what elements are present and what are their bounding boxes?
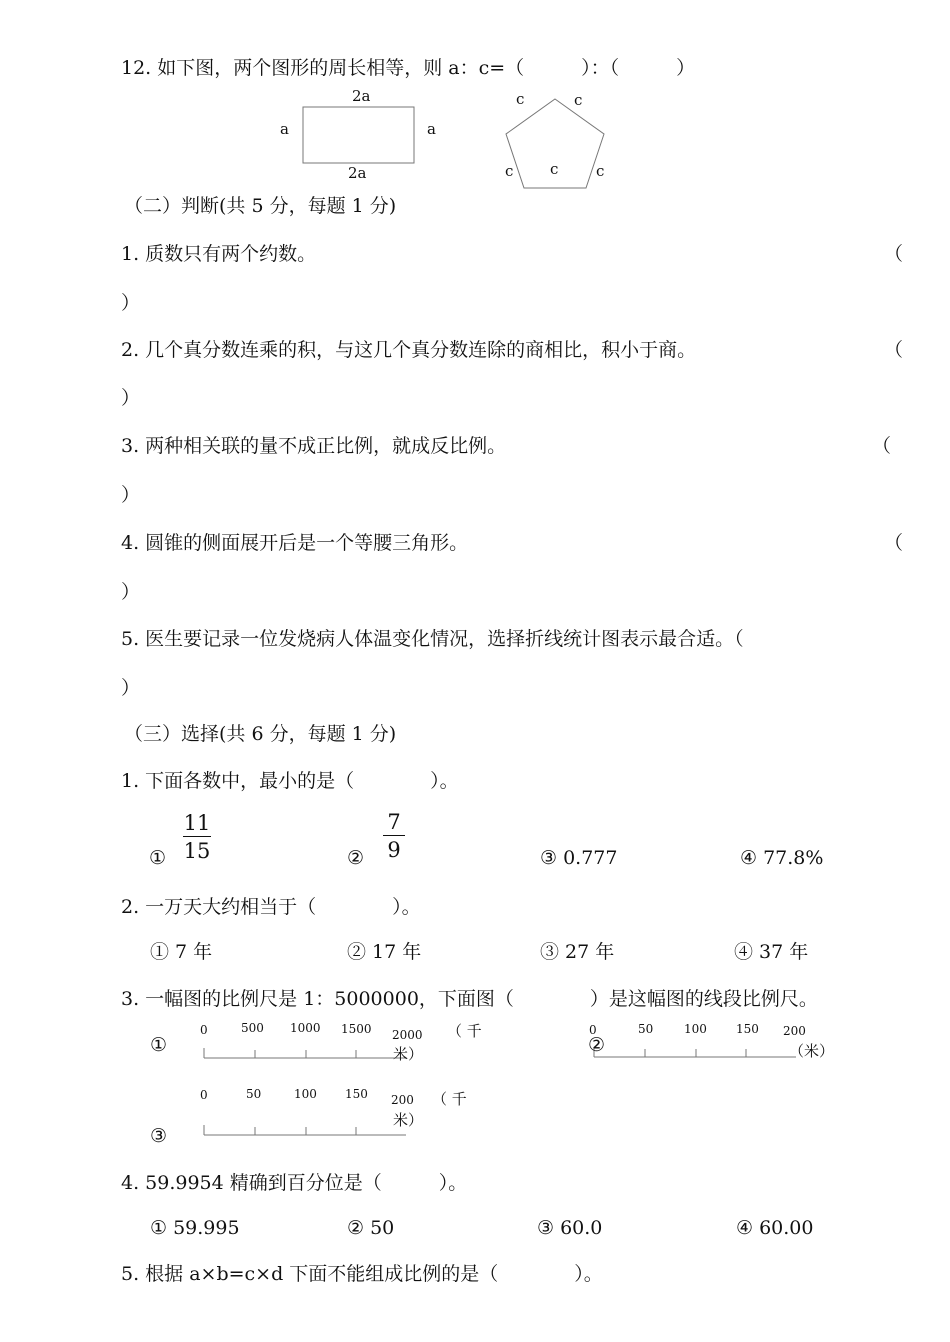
- fraction-numerator: 7: [387, 810, 401, 834]
- judge-item-close: ）: [121, 677, 141, 699]
- choice-option-mark: ①: [150, 1034, 168, 1056]
- scale-tick-label: 500: [241, 1021, 264, 1035]
- choice-heading: （三）选择(共 6 分，每题 1 分): [124, 723, 397, 745]
- scale-tick-label: 100: [684, 1022, 707, 1036]
- choice-option: ① 59.995: [150, 1217, 240, 1239]
- rect-top-label: 2a: [352, 87, 371, 105]
- scale-tick-label: 200: [391, 1093, 414, 1107]
- choice-option: ① 7 年: [150, 941, 213, 963]
- choice-option-mark: ③: [150, 1125, 168, 1147]
- scale-tick-label: 100: [294, 1087, 317, 1101]
- choice-q1-text: 1. 下面各数中，最小的是（ ）。: [121, 770, 459, 792]
- judge-item-open: （: [884, 243, 904, 265]
- q12-text: 12. 如下图，两个图形的周长相等，则 a：c=（ ）：（ ）: [121, 57, 696, 79]
- choice-q2-text: 2. 一万天大约相当于（ ）。: [121, 896, 421, 918]
- fraction-denominator: 9: [387, 838, 401, 862]
- choice-q3-text: 3. 一幅图的比例尺是 1：5000000，下面图（ ）是这幅图的线段比例尺。: [121, 988, 818, 1010]
- judge-item-text: 2. 几个真分数连乘的积，与这几个真分数连除的商相比，积小于商。: [121, 339, 697, 361]
- scale-unit: 米）: [393, 1111, 424, 1129]
- rect-left-label: a: [280, 120, 289, 138]
- scale-tick-label: 0: [200, 1088, 208, 1102]
- choice-q5-text: 5. 根据 a×b=c×d 下面不能组成比例的是（ ）。: [121, 1263, 603, 1285]
- judge-item-close: ）: [121, 292, 141, 314]
- scale-tick-label: 150: [736, 1022, 759, 1036]
- scale-unit: （米）: [789, 1042, 835, 1060]
- judge-item-text: 4. 圆锥的侧面展开后是一个等腰三角形。: [121, 532, 469, 554]
- pent-label: c: [574, 91, 583, 109]
- pent-label: c: [596, 162, 605, 180]
- choice-option: ③ 0.777: [540, 847, 618, 869]
- choice-option: ② 50: [347, 1217, 395, 1239]
- judge-item-close: ）: [121, 581, 141, 603]
- judge-item-text: 1. 质数只有两个约数。: [121, 243, 317, 265]
- scale-unit: 米）: [393, 1045, 424, 1063]
- choice-option: ④ 60.00: [736, 1217, 814, 1239]
- scale-unit: （ 千: [432, 1090, 467, 1108]
- fraction-denominator: 15: [183, 839, 211, 863]
- scale-bar-2: [594, 1048, 796, 1057]
- choice-option: ④ 37 年: [734, 941, 809, 963]
- scale-tick-label: 1000: [290, 1021, 321, 1035]
- choice-option-mark: ①: [149, 847, 167, 869]
- scale-tick-label: 50: [246, 1087, 262, 1101]
- choice-option-mark: ②: [588, 1034, 606, 1056]
- judge-item-text: 5. 医生要记录一位发烧病人体温变化情况，选择折线统计图表示最合适。（: [121, 628, 744, 650]
- scale-tick-label: 50: [638, 1022, 654, 1036]
- rect-right-label: a: [427, 120, 436, 138]
- pent-label: c: [550, 160, 559, 178]
- scale-tick-label: 150: [345, 1087, 368, 1101]
- judge-item-close: ）: [121, 387, 141, 409]
- judge-item-close: ）: [121, 484, 141, 506]
- pent-label: c: [505, 162, 514, 180]
- scale-tick-label: 0: [589, 1023, 597, 1037]
- judge-item-open: （: [872, 435, 892, 457]
- choice-option: ② 17 年: [347, 941, 422, 963]
- pent-label: c: [516, 90, 525, 108]
- scale-tick-label: 200: [783, 1024, 806, 1038]
- choice-q4-text: 4. 59.9954 精确到百分位是（ ）。: [121, 1172, 468, 1194]
- rect-bottom-label: 2a: [348, 164, 367, 182]
- scale-bar-1: [204, 1048, 406, 1058]
- scale-bar-3: [204, 1125, 406, 1135]
- scale-tick-label: 1500: [341, 1022, 372, 1036]
- judge-item-open: （: [884, 339, 904, 361]
- judge-item-open: （: [884, 532, 904, 554]
- scale-tick-label: 0: [200, 1023, 208, 1037]
- scale-tick-label: 2000: [392, 1028, 423, 1042]
- choice-option: ④ 77.8%: [740, 847, 824, 869]
- choice-option: ③ 60.0: [537, 1217, 603, 1239]
- choice-option-mark: ②: [347, 847, 365, 869]
- scale-unit: （ 千: [447, 1022, 482, 1040]
- fraction-numerator: 11: [183, 811, 211, 835]
- choice-option: ③ 27 年: [540, 941, 615, 963]
- judge-heading: （二）判断(共 5 分，每题 1 分): [124, 195, 397, 217]
- judge-item-text: 3. 两种相关联的量不成正比例，就成反比例。: [121, 435, 507, 457]
